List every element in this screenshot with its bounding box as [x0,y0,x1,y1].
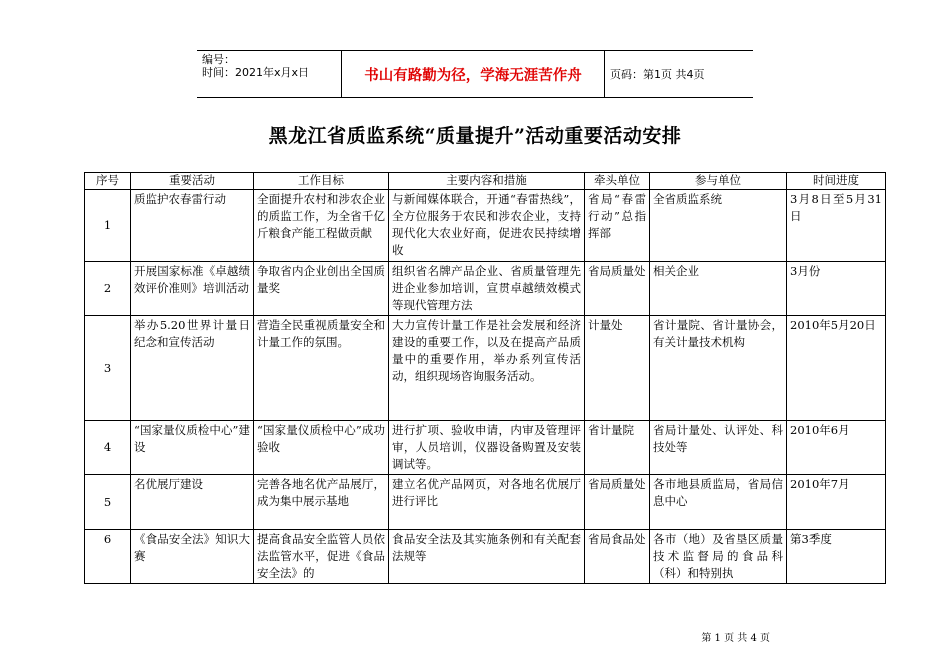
schedule-cell: 2010年7月 [787,475,886,530]
col-header: 时间进度 [787,173,886,190]
goal-cell: “国家量仪质检中心”成功验收 [254,421,389,475]
lead-cell: 省计量院 [585,421,650,475]
table-row [85,190,886,262]
row-number: 4 [85,421,131,475]
document-title: 黑龙江省质监系统“质量提升”活动重要活动安排 [268,125,682,147]
header-meta [197,51,341,97]
content-cell: 建立名优产品网页，对各地名优展厅进行评比 [389,475,585,530]
col-header: 牵头单位 [585,173,650,190]
table-row [85,475,886,530]
content-cell: 进行扩项、验收申请，内审及管理评审，人员培训，仪器设备购置及安装调试等。 [389,421,585,475]
activity-cell: 开展国家标准《卓越绩效评价准则》培训活动 [131,262,254,316]
time-label: 时间：2021年x月x日 [202,66,310,79]
lead-cell: 省局“春雷行动”总指挥部 [585,190,650,262]
col-header: 参与单位 [650,173,787,190]
activity-cell: 质监护农春雷行动 [131,190,254,262]
participants-cell: 各市地县质监局，省局信息中心 [650,475,787,530]
content-cell: 与新闻媒体联合，开通“春雷热线”，全方位服务于农民和涉农企业，支持现代化大农业好商，促进农民持续增收 [389,190,585,262]
activity-cell: “国家量仪质检中心”建设 [131,421,254,475]
table-row [85,316,886,421]
table-row [85,262,886,316]
page-header [197,50,753,98]
goal-cell: 全面提升农村和涉农企业的质监工作，为全省千亿斤粮食产能工程做贡献 [254,190,389,262]
content-cell: 大力宣传计量工作是社会发展和经济建设的重要工作，以及在提高产品质量中的重要作用，举办系列宣传活动，组织现场咨询服务活动。 [389,316,585,421]
schedule-cell: 3月8日至5月31日 [787,190,886,262]
participants-cell: 全省质监系统 [650,190,787,262]
participants-cell: 各市（地）及省垦区质量技术监督局的食品科（科）和特别执 [650,530,787,584]
lead-cell: 省局质量处 [585,475,650,530]
table-header-row [85,173,886,190]
schedule-cell: 2010年5月20日 [787,316,886,421]
row-number: 6 [85,530,131,584]
table-row [85,530,886,584]
schedule-cell: 2010年6月 [787,421,886,475]
col-header: 重要活动 [131,173,254,190]
participants-cell: 省局计量处、认评处、科技处等 [650,421,787,475]
activity-cell: 名优展厅建设 [131,475,254,530]
participants-cell: 相关企业 [650,262,787,316]
motto: 书山有路勤为径，学海无涯苦作舟 [341,51,605,97]
goal-cell: 争取省内企业创出全国质量奖 [254,262,389,316]
goal-cell: 营造全民重视质量安全和计量工作的氛围。 [254,316,389,421]
goal-cell: 完善各地名优产品展厅，成为集中展示基地 [254,475,389,530]
goal-cell: 提高食品安全监管人员依法监管水平，促进《食品安全法》的 [254,530,389,584]
schedule-cell: 第3季度 [787,530,886,584]
row-number: 2 [85,262,131,316]
content-cell: 食品安全法及其实施条例和有关配套法规等 [389,530,585,584]
activity-cell: 举办5.20世界计量日纪念和宣传活动 [131,316,254,421]
table-row [85,421,886,475]
row-number: 1 [85,190,131,262]
number-label: 编号： [202,53,235,66]
schedule-cell: 3月份 [787,262,886,316]
content-cell: 组织省名牌产品企业、省质量管理先进企业参加培训，宣贯卓越绩效模式等现代管理方法 [389,262,585,316]
participants-cell: 省计量院、省计量协会，有关计量技术机构 [650,316,787,421]
col-header: 工作目标 [254,173,389,190]
lead-cell: 计量处 [585,316,650,421]
col-header: 序号 [85,173,131,190]
activity-table [84,172,886,584]
page-number-label: 页码：第1页 共4页 [610,68,705,81]
page-footer: 第 1 页 共 4 页 [701,633,770,644]
activity-cell: 《食品安全法》知识大赛 [131,530,254,584]
row-number: 5 [85,475,131,530]
lead-cell: 省局质量处 [585,262,650,316]
lead-cell: 省局食品处 [585,530,650,584]
col-header: 主要内容和措施 [389,173,585,190]
row-number: 3 [85,316,131,421]
